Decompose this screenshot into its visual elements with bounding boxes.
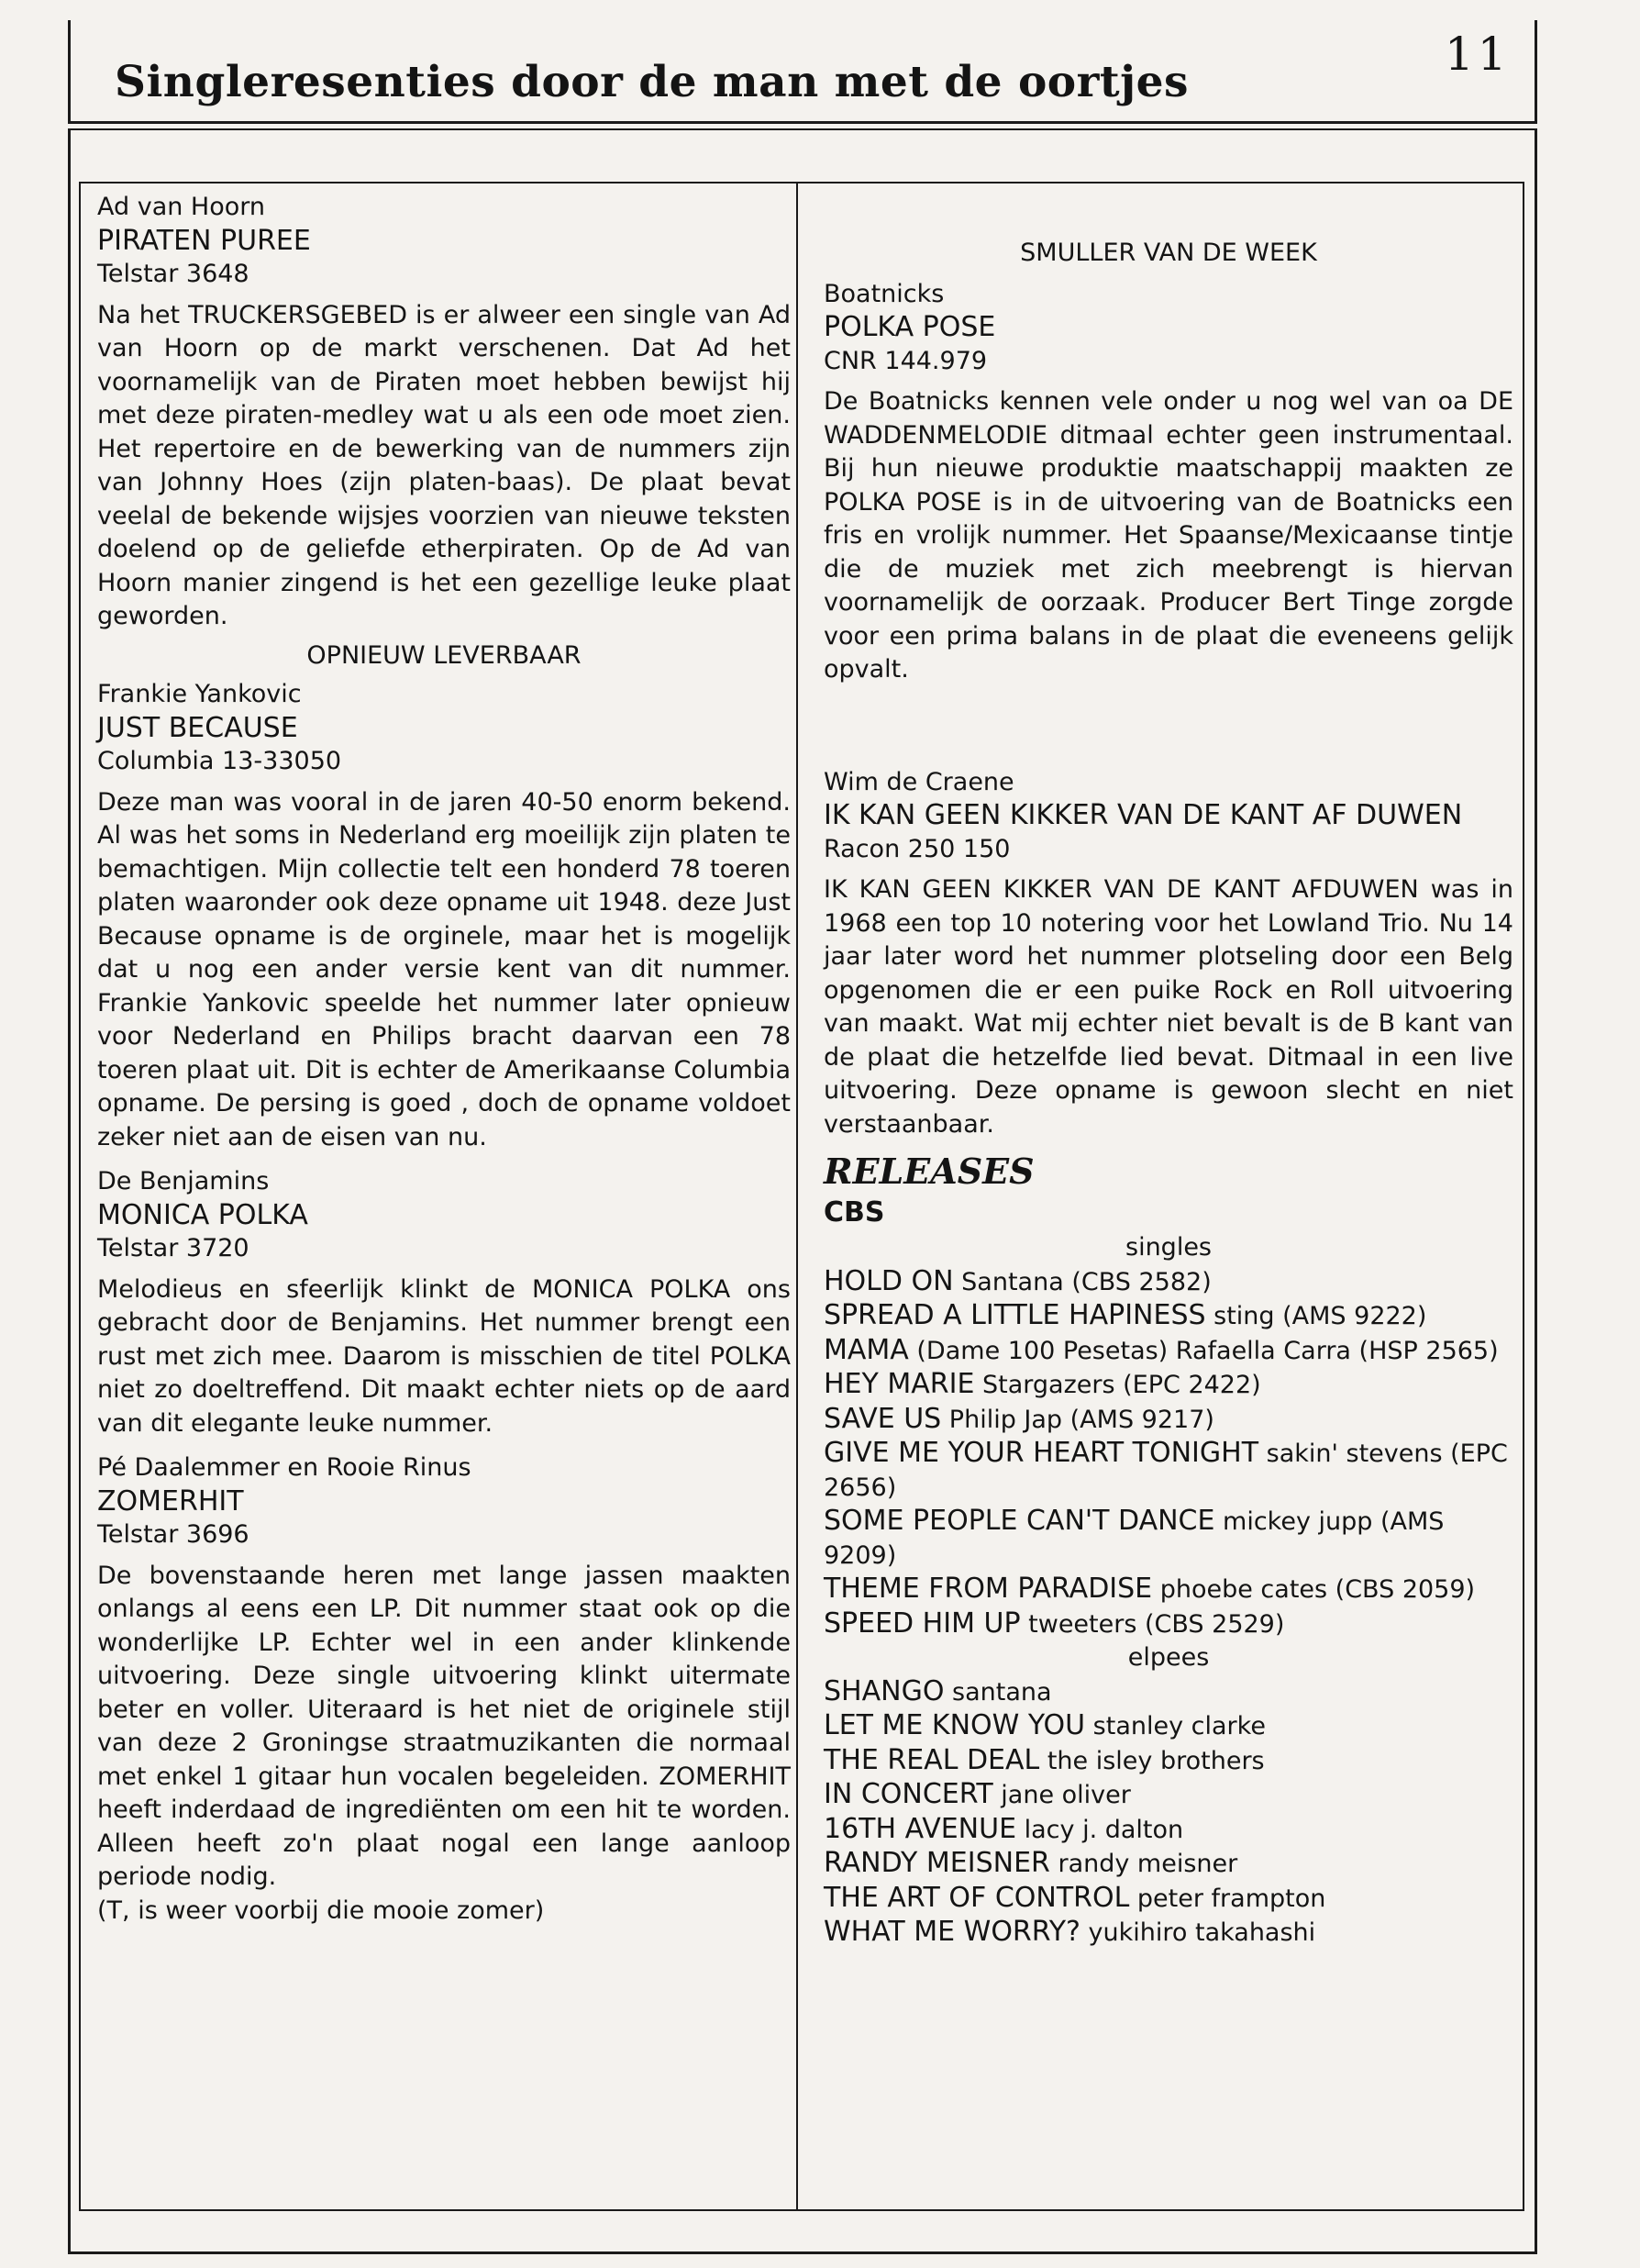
review-just-because <box>97 678 791 1154</box>
record-label: CBS <box>824 1196 885 1228</box>
review-catalog: Columbia 13-33050 <box>97 747 342 775</box>
release-item: SAVE US Philip Jap (AMS 9217) <box>824 1402 1214 1435</box>
review-artist: Pé Daalemmer en Rooie Rinus <box>97 1453 471 1482</box>
review-text: IK KAN GEEN KIKKER VAN DE KANT AFDUWEN was in 1968 een top 10 notering voor het Lowland Trio. Nu 14 jaar later word het nummer plotseling door een Belg opgenomen die er een puike Rock en Roll uitvoering van maakt. Wat mij echter niet bevalt is de B kant van de plaat die hetzelfde lied bevat. Ditmaal in een live uitvoering. Deze opname is gewoon slecht en niet verstaanbaar. <box>824 875 1513 1139</box>
release-item: 16TH AVENUE lacy j. dalton <box>824 1812 1184 1845</box>
review-title: PIRATEN PUREE <box>97 224 311 257</box>
review-catalog: Telstar 3696 <box>97 1520 249 1549</box>
release-item: WHAT ME WORRY? yukihiro takahashi <box>824 1916 1316 1948</box>
page-header <box>68 20 1537 124</box>
review-catalog: CNR 144.979 <box>824 346 988 375</box>
review-artist: Boatnicks <box>824 279 945 308</box>
release-item: GIVE ME YOUR HEART TONIGHT sakin' stevens (EPC 2656) <box>824 1437 1508 1502</box>
review-title: MONICA POLKA <box>97 1198 308 1231</box>
singles-heading: singles <box>1125 1233 1212 1262</box>
left-column <box>97 191 791 1928</box>
review-text: De Boatnicks kennen vele onder u nog wel van oa DE WADDENMELODIE ditmaal echter geen instrumentaal. Bij hun nieuwe produktie maatschappij maakten ze POLKA POSE is in de uitvoering van de Boatnicks een fris en vrolijk nummer. Het Spaanse/Mexicaanse tintje die de muziek met zich meebrengt is hiervan voornamelijk de oorzaak. Producer Bert Tinge zorgde voor een prima balans in de plaat die eveneens gelijk opvalt. <box>824 387 1513 684</box>
review-polka-pose <box>824 278 1513 687</box>
review-catalog: Telstar 3720 <box>97 1234 249 1262</box>
review-title: JUST BECAUSE <box>97 711 298 744</box>
review-piraten-puree <box>97 191 791 634</box>
release-item: HEY MARIE Stargazers (EPC 2422) <box>824 1368 1261 1400</box>
release-item: SHANGO santana <box>824 1674 1052 1707</box>
review-artist: Wim de Craene <box>824 767 1014 796</box>
release-item: THEME FROM PARADISE phoebe cates (CBS 2059) <box>824 1573 1476 1605</box>
elpees-list <box>824 1675 1513 1951</box>
right-column <box>824 237 1513 1951</box>
review-catalog: Telstar 3648 <box>97 260 249 288</box>
review-title: IK KAN GEEN KIKKER VAN DE KANT AF DUWEN <box>824 799 1463 831</box>
singles-list <box>824 1265 1513 1642</box>
review-artist: De Benjamins <box>97 1167 270 1195</box>
review-title: ZOMERHIT <box>97 1484 244 1518</box>
page-number: 11 <box>1445 28 1511 81</box>
release-item: IN CONCERT jane oliver <box>824 1778 1131 1810</box>
releases-heading: RELEASES <box>824 1151 1035 1192</box>
review-catalog: Racon 250 150 <box>824 834 1011 863</box>
release-item: THE REAL DEAL the isley brothers <box>824 1743 1265 1776</box>
review-text: De bovenstaande heren met lange jassen maakten onlangs al eens een LP. Dit nummer staat ook op die wonderlijke LP. Echter wel in een ander klinkende uitvoering. Deze single uitvoering klinkt uitermate beter en voller. Uiteraard is het niet de originele stijl van deze 2 Groningse straatmuzikanten die normaal met enkel 1 gitaar hun vocalen begeleiden. ZOMERHIT heeft inderdaad de ingrediënten om een hit te worden. Alleen heeft zo'n plaat nogal een lange aanloop periode nodig. <box>97 1561 791 1891</box>
release-item: RANDY MEISNER randy meisner <box>824 1847 1238 1879</box>
review-text: Na het TRUCKERSGEBED is er alweer een single van Ad van Hoorn op de markt verschenen. Dat Ad het voornamelijk van de Piraten moet hebben bewijst hij met deze piraten-medley wat u als een ode moet zien. Het repertoire en de bewerking van de nummers zijn van Johnny Hoes (zijn platen-baas). De plaat bevat veelal de bekende wijsjes voorzien van nieuwe teksten doelend op de geliefde etherpiraten. Op de Ad van Hoorn manier zingend is het een gezellige leuke plaat geworden. <box>97 300 791 630</box>
release-item: HOLD ON Santana (CBS 2582) <box>824 1264 1212 1297</box>
release-item: LET ME KNOW YOU stanley clarke <box>824 1709 1266 1741</box>
release-item: SPREAD A LITTLE HAPINESS sting (AMS 9222) <box>824 1299 1427 1331</box>
section-heading: SMULLER VAN DE WEEK <box>1020 239 1317 267</box>
review-footnote: (T, is weer voorbij die mooie zomer) <box>97 1896 545 1925</box>
review-zomerhit <box>97 1451 791 1928</box>
section-heading: OPNIEUW LEVERBAAR <box>306 640 582 670</box>
releases-section <box>824 1149 1513 1951</box>
review-artist: Ad van Hoorn <box>97 193 266 221</box>
review-kikker <box>824 766 1513 1142</box>
release-item: MAMA (Dame 100 Pesetas) Rafaella Carra (HSP 2565) <box>824 1333 1499 1366</box>
release-item: THE ART OF CONTROL peter frampton <box>824 1881 1326 1914</box>
release-item: SOME PEOPLE CAN'T DANCE mickey jupp (AMS 9209) <box>824 1505 1445 1570</box>
review-title: POLKA POSE <box>824 311 996 343</box>
elpees-heading: elpees <box>1127 1643 1210 1672</box>
page-title: Singleresenties door de man met de oortjes <box>115 57 1189 107</box>
review-text: Melodieus en sfeerlijk klinkt de MONICA POLKA ons gebracht door de Benjamins. Het nummer brengt een rust met zich mee. Daarom is misschien de titel POLKA niet zo doeltreffend. Dit maakt echter niets op de aard van dit elegante leuke nummer. <box>97 1274 791 1438</box>
review-text: Deze man was vooral in de jaren 40-50 enorm bekend. Al was het soms in Nederland erg moeilijk zijn platen te bemachtigen. Mijn collectie telt een honderd 78 toeren platen waaronder ook deze opname uit 1948. deze Just Because opname is de orginele, maar het is mogelijk dat u nog een ander versie kent van dit nummer. Frankie Yankovic speelde het nummer later opnieuw voor Nederland en Philips bracht daarvan een 78 toeren plaat uit. Dit is echter de Amerikaanse Columbia opname. De persing is goed , doch de opname voldoet zeker niet aan de eisen van nu. <box>97 787 791 1151</box>
review-monica-polka <box>97 1165 791 1440</box>
release-item: SPEED HIM UP tweeters (CBS 2529) <box>824 1606 1285 1640</box>
review-artist: Frankie Yankovic <box>97 680 302 708</box>
